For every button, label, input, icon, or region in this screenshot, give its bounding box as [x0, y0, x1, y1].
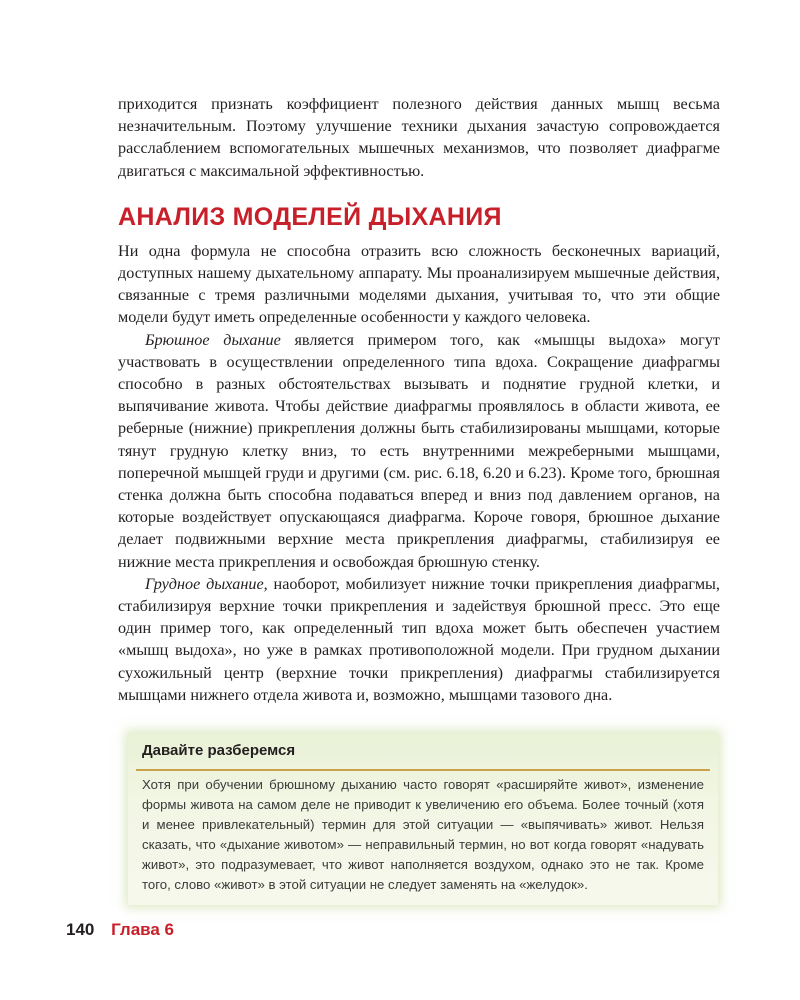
page-number: 140	[66, 920, 95, 939]
paragraph-3-text: наоборот, мобилизует нижние точки прикрепления диафрагмы, стабилизируя верхние точки прикрепления и задействуя брюшной пресс. Это еще один пример того, как определенный тип вдоха может быть обеспечен участием «мышц выдоха», но уже в рамках противоположной модели. При грудном дыхании сухожильный центр (верхние точки прикрепления) диафрагмы стабилизируется мышцами нижнего отдела живота и, возможно, мышцами тазового дна.	[118, 574, 720, 704]
chapter-label: Глава 6	[111, 920, 175, 939]
sidebar-divider	[136, 769, 710, 771]
paragraph-abdominal-breathing	[118, 329, 720, 573]
paragraph-chest-breathing	[118, 573, 720, 706]
intro-paragraph: приходится признать коэффициент полезного действия данных мышц весьма незначительным. Поэтому улучшение техники дыхания зачастую сопровождается расслаблением вспомогательных мышечных механизмов, что позволяет диафрагме двигаться с максимальной эффективностью.	[118, 95, 720, 180]
term-abdominal-breathing: Брюшное дыхание	[145, 330, 281, 349]
section-heading: АНАЛИЗ МОДЕЛЕЙ ДЫХАНИЯ	[118, 202, 502, 231]
paragraph-2-text: является примером того, как «мышцы выдоха» могут участвовать в осуществлении определенного типа вдоха. Сокращение диафрагмы способно в разных обстоятельствах вызывать и поднятие грудной клетки, и выпячивание живота. Чтобы действие диафрагмы проявлялось в области живота, ее реберные (нижние) прикрепления должны быть стабилизированы мышцами, которые тянут грудную клетку вниз, то есть внутренними межреберными мышцами, поперечной мышцей груди и другими (см. рис. 6.18, 6.20 и 6.23). Кроме того, брюшная стенка должна быть способна подаваться вперед и вниз под давлением органов, на которые воздействует опускающаяся диафрагма. Короче говоря, брюшное дыхание делает подвижными верхние места прикрепления диафрагмы, стабилизируя ее нижние места прикрепления и освобождая брюшную стенку.	[118, 330, 720, 571]
page-footer	[66, 920, 174, 940]
paragraph-1: Ни одна формула не способна отразить всю сложность бесконечных вариаций, доступных нашему дыхательному аппарату. Мы проанализируем мышечные действия, связанные с тремя различными моделями дыхания, учитывая то, что эти общие модели будут иметь определенные особенности у каждого человека.	[118, 241, 720, 327]
main-text-column	[118, 93, 720, 706]
sidebar-box	[128, 733, 718, 905]
sidebar-body: Хотя при обучении брюшному дыханию часто говорят «расширяйте живот», изменение формы живота на самом деле не приводит к увеличению его объема. Более точный (хотя и менее привлекательный) термин для этой ситуации — «выпячивать» живот. Нельзя сказать, что «дыхание животом» — неправильный термин, но вот когда говорят «надувать живот», это подразумевает, что живот наполняется воздухом, однако это не так. Кроме того, слово «живот» в этой ситуации не следует заменять на «желудок».	[142, 777, 704, 892]
sidebar-title: Давайте разберемся	[142, 742, 296, 759]
term-chest-breathing: Грудное дыхание,	[145, 574, 268, 593]
